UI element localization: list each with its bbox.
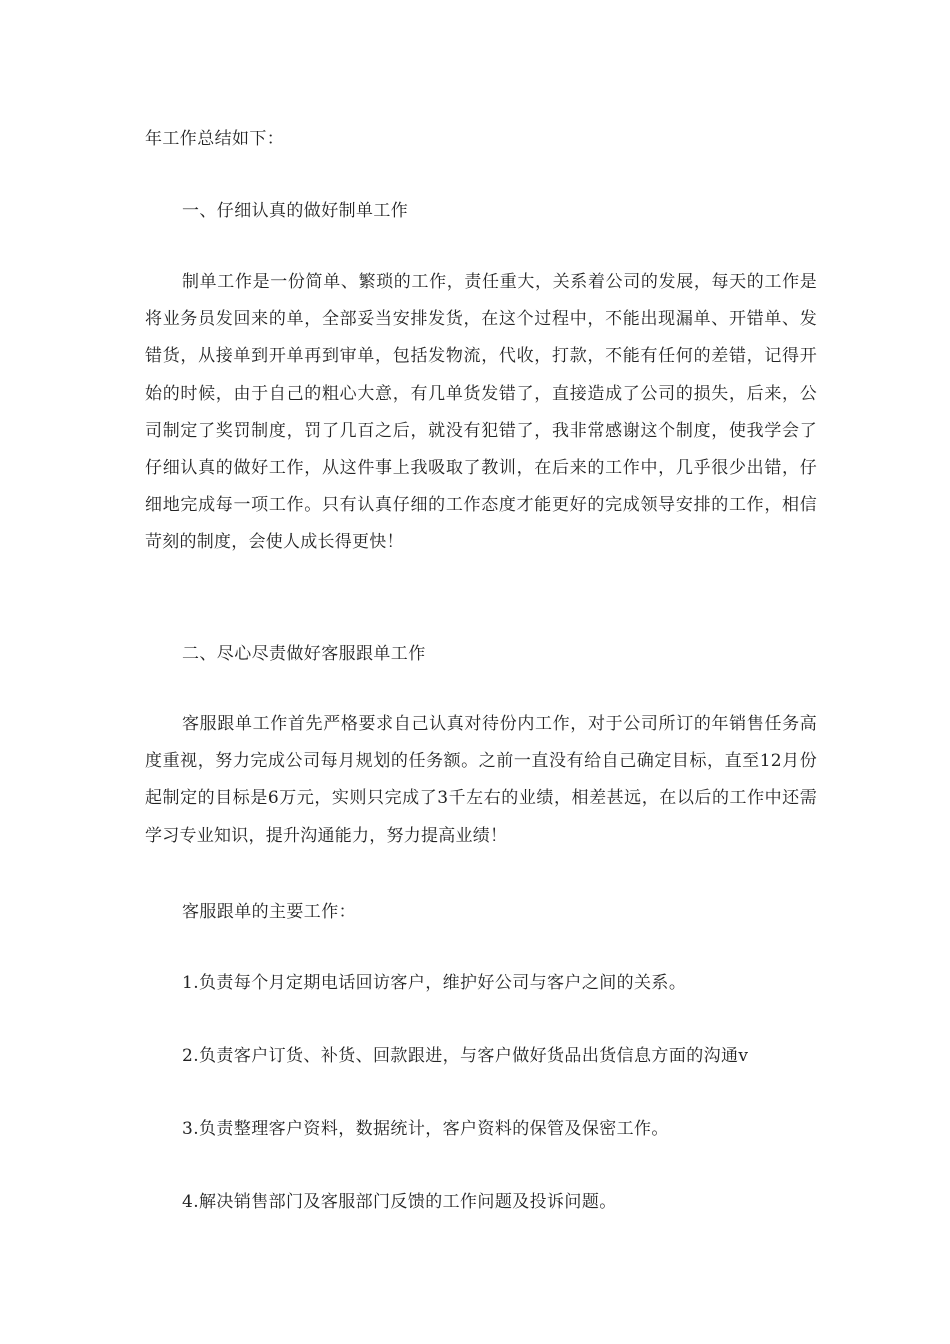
- section2-paragraph: 客服跟单工作首先严格要求自己认真对待份内工作，对于公司所订的年销售任务高度重视，努力完成公司每月规划的任务额。之前一直没有给自己确定目标，直至12月份起制定的目标是6万元，实则只完成了3千左右的业绩，相差甚远，在以后的工作中还需学习专业知识，提升沟通能力，努力提高业绩！: [145, 714, 817, 846]
- duty-item-1: 1.负责每个月定期电话回访客户，维护好公司与客户之间的关系。: [182, 973, 687, 993]
- section2-heading: 二、尽心尽责做好客服跟单工作: [182, 644, 426, 664]
- duty-item-4: 4.解决销售部门及客服部门反馈的工作问题及投诉问题。: [182, 1192, 617, 1212]
- intro-line: 年工作总结如下：: [145, 129, 285, 149]
- duty-item-3: 3.负责整理客户资料，数据统计，客户资料的保管及保密工作。: [182, 1119, 669, 1139]
- section1-paragraph: 制单工作是一份简单、繁琐的工作，责任重大，关系着公司的发展，每天的工作是将业务员发回来的单，全部妥当安排发货，在这个过程中，不能出现漏单、开错单、发错货，从接单到开单再到审单，包括发物流，代收，打款，不能有任何的差错，记得开始的时候，由于自己的粗心大意，有几单货发错了，直接造成了公司的损失，后来，公司制定了奖罚制度，罚了几百之后，就没有犯错了，我非常感谢这个制度，使我学会了仔细认真的做好工作，从这件事上我吸取了教训，在后来的工作中，几乎很少出错，仔细地完成每一项工作。只有认真仔细的工作态度才能更好的完成领导安排的工作，相信苛刻的制度，会使人成长得更快！: [145, 272, 817, 553]
- duty-item-2: 2.负责客户订货、补货、回款跟进，与客户做好货品出货信息方面的沟通v: [182, 1046, 749, 1066]
- section1-heading: 一、仔细认真的做好制单工作: [182, 201, 409, 221]
- duties-title: 客服跟单的主要工作：: [182, 902, 356, 922]
